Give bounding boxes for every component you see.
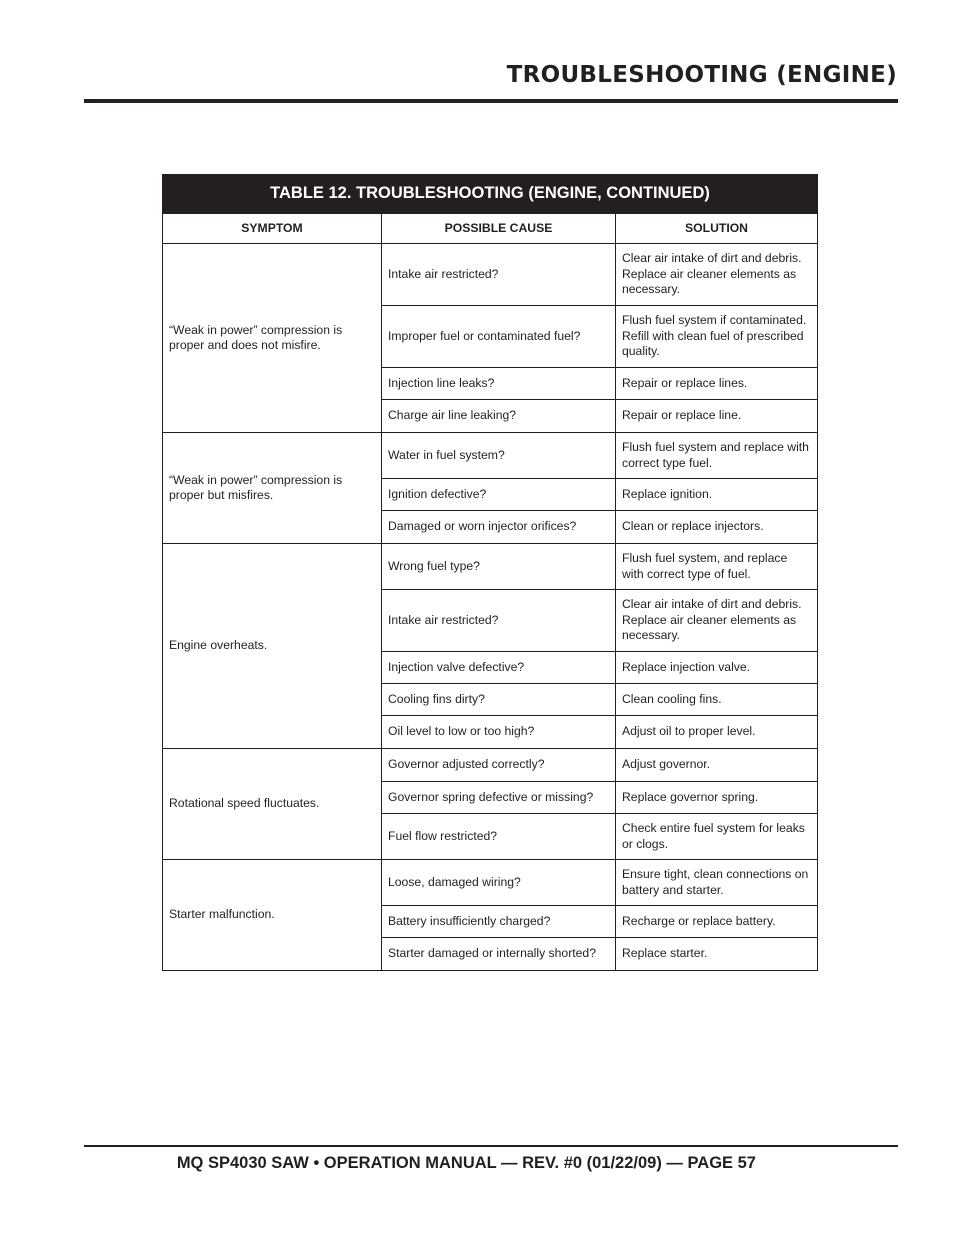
solution-cell: Clear air intake of dirt and debris. Replace air cleaner elements as necessary. (616, 590, 818, 652)
table-row (163, 544, 818, 590)
column-header-solution: SOLUTION (616, 214, 818, 244)
solution-cell: Replace starter. (616, 938, 818, 971)
symptom-cell: “Weak in power” compression is proper and does not misfire. (163, 244, 382, 433)
table-row (163, 860, 818, 906)
cause-cell: Charge air line leaking? (382, 400, 616, 433)
column-header-symptom: SYMPTOM (163, 214, 382, 244)
cause-cell: Fuel flow restricted? (382, 814, 616, 860)
solution-cell: Adjust governor. (616, 749, 818, 782)
solution-cell: Flush fuel system, and replace with correct type of fuel. (616, 544, 818, 590)
solution-cell: Replace ignition. (616, 479, 818, 511)
solution-cell: Flush fuel system if contaminated. Refill with clean fuel of prescribed quality. (616, 306, 818, 368)
footer-divider (84, 1145, 898, 1147)
title-divider (84, 99, 898, 103)
solution-cell: Ensure tight, clean connections on battery and starter. (616, 860, 818, 906)
solution-cell: Flush fuel system and replace with correct type fuel. (616, 433, 818, 479)
solution-cell: Check entire fuel system for leaks or clogs. (616, 814, 818, 860)
cause-cell: Governor adjusted correctly? (382, 749, 616, 782)
table-row (163, 244, 818, 306)
table-row (163, 433, 818, 479)
symptom-cell: “Weak in power” compression is proper but misfires. (163, 433, 382, 544)
column-header-possible-cause: POSSIBLE CAUSE (382, 214, 616, 244)
solution-cell: Repair or replace lines. (616, 368, 818, 400)
solution-cell: Repair or replace line. (616, 400, 818, 433)
cause-cell: Injection valve defective? (382, 652, 616, 684)
cause-cell: Damaged or worn injector orifices? (382, 511, 616, 544)
cause-cell: Intake air restricted? (382, 590, 616, 652)
table-row (163, 749, 818, 782)
solution-cell: Clean or replace injectors. (616, 511, 818, 544)
table-caption: TABLE 12. TROUBLESHOOTING (ENGINE, CONTINUED) (163, 175, 818, 214)
page-footer: MQ SP4030 SAW • OPERATION MANUAL — REV. #0 (01/22/09) — PAGE 57 (176, 1154, 756, 1172)
solution-cell: Replace governor spring. (616, 782, 818, 814)
cause-cell: Wrong fuel type? (382, 544, 616, 590)
cause-cell: Ignition defective? (382, 479, 616, 511)
cause-cell: Intake air restricted? (382, 244, 616, 306)
cause-cell: Injection line leaks? (382, 368, 616, 400)
cause-cell: Improper fuel or contaminated fuel? (382, 306, 616, 368)
cause-cell: Starter damaged or internally shorted? (382, 938, 616, 971)
solution-cell: Adjust oil to proper level. (616, 716, 818, 749)
symptom-cell: Starter malfunction. (163, 860, 382, 971)
cause-cell: Water in fuel system? (382, 433, 616, 479)
solution-cell: Replace injection valve. (616, 652, 818, 684)
solution-cell: Clear air intake of dirt and debris. Replace air cleaner elements as necessary. (616, 244, 818, 306)
solution-cell: Recharge or replace battery. (616, 906, 818, 938)
troubleshooting-table (162, 174, 818, 971)
cause-cell: Battery insufficiently charged? (382, 906, 616, 938)
solution-cell: Clean cooling fins. (616, 684, 818, 716)
symptom-cell: Rotational speed fluctuates. (163, 749, 382, 860)
symptom-cell: Engine overheats. (163, 544, 382, 749)
cause-cell: Cooling fins dirty? (382, 684, 616, 716)
cause-cell: Oil level to low or too high? (382, 716, 616, 749)
cause-cell: Governor spring defective or missing? (382, 782, 616, 814)
page-title: TROUBLESHOOTING (ENGINE) (506, 62, 897, 88)
cause-cell: Loose, damaged wiring? (382, 860, 616, 906)
